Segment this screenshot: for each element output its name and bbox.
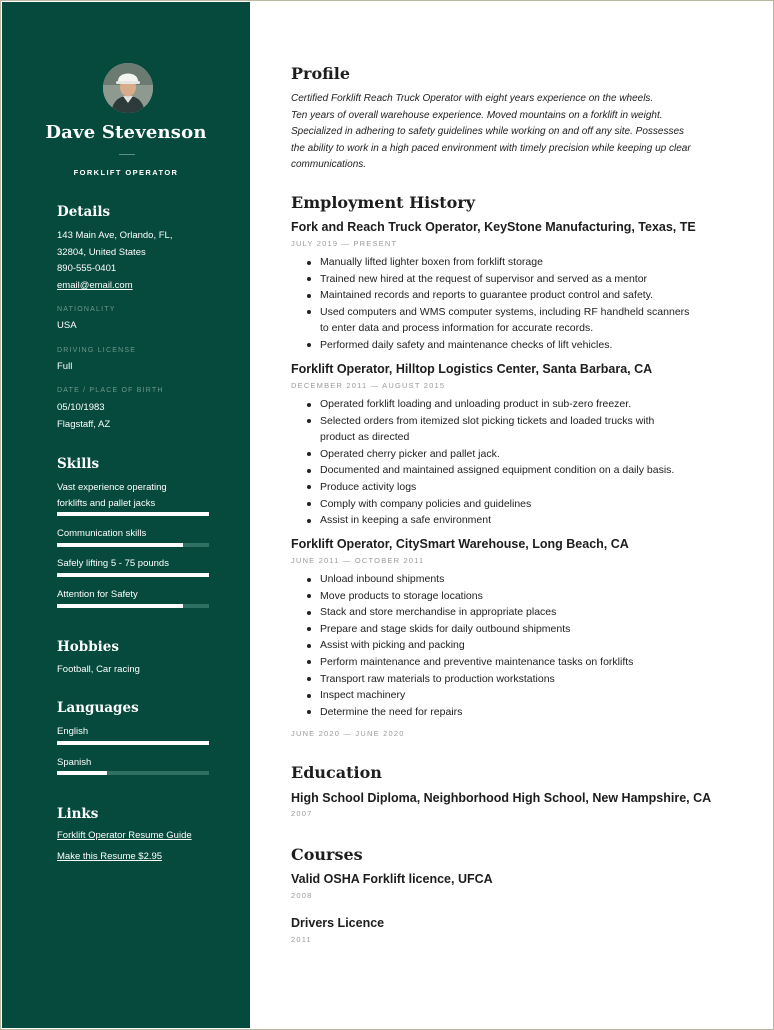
list-item: Comply with company policies and guidelines [291, 496, 731, 513]
sidebar [2, 2, 250, 1028]
address-line1: 143 Main Ave, Orlando, FL, [57, 230, 173, 241]
list-item: Unload inbound shipments [291, 571, 731, 588]
skill-bar-fill [57, 543, 183, 547]
employment-heading: Employment History [291, 193, 476, 212]
birth-label: DATE / PLACE OF BIRTH [57, 387, 164, 394]
skill-bar [57, 543, 209, 547]
list-item: Assist with picking and packing [291, 637, 731, 654]
details-heading: Details [57, 204, 111, 220]
skill-name-line2: forklifts and pallet jacks [57, 498, 156, 509]
profile-line: Ten years of overall warehouse experience. Moved mountains on a forklift in weight. [291, 109, 663, 121]
job-dates: JULY 2019 — PRESENT [291, 239, 398, 248]
job-title: Forklift Operator, Hilltop Logistics Center, Santa Barbara, CA [291, 362, 653, 376]
job-dates: JUNE 2011 — OCTOBER 2011 [291, 556, 425, 565]
job-bullets [291, 254, 731, 354]
education-heading: Education [291, 763, 382, 782]
email-link[interactable]: email@email.com [57, 280, 133, 291]
skill-name: Safely lifting 5 - 75 pounds [57, 558, 169, 569]
hobbies-heading: Hobbies [57, 639, 119, 655]
education-title: High School Diploma, Neighborhood High School, New Hampshire, CA [291, 791, 712, 805]
list-item: Maintained records and reports to guarantee product control and safety. [291, 287, 731, 304]
skill-name: Attention for Safety [57, 589, 138, 600]
nationality-value: USA [57, 320, 77, 331]
profile-line: Specialized in adhering to safety guidelines while working on and off any site. Possesses [291, 126, 685, 137]
list-item: Assist in keeping a safe environment [291, 512, 731, 529]
profile-heading: Profile [291, 64, 351, 83]
phone: 890-555-0401 [57, 263, 117, 274]
skill-bar [57, 604, 209, 608]
avatar [103, 63, 153, 113]
list-item: Transport raw materials to production workstations [291, 671, 731, 688]
list-item: Determine the need for repairs [291, 704, 731, 721]
job-title: Forklift Operator, CitySmart Warehouse, Long Beach, CA [291, 537, 629, 551]
list-item: Performed daily safety and maintenance checks of lift vehicles. [291, 337, 731, 354]
skill-bar-fill [57, 604, 183, 608]
skill-bar-fill [57, 512, 209, 516]
list-item: Used computers and WMS computer systems, including RF handheld scanners [291, 304, 731, 321]
license-label: DRIVING LICENSE [57, 347, 137, 354]
skill-bar [57, 573, 209, 577]
job-bullets [291, 396, 731, 529]
language-bar [57, 771, 209, 775]
profile-line: communications. [291, 159, 367, 170]
skill-bar-fill [57, 573, 209, 577]
profile-text [291, 91, 727, 174]
birth-place: Flagstaff, AZ [57, 419, 111, 430]
language-name: English [57, 726, 89, 737]
skills-heading: Skills [57, 456, 100, 472]
job-dates: DECEMBER 2011 — AUGUST 2015 [291, 381, 446, 390]
courses-heading: Courses [291, 845, 363, 864]
education-year: 2007 [291, 809, 313, 818]
address-line2: 32804, United States [57, 247, 146, 258]
skill-bar [57, 512, 209, 516]
extra-dates: JUNE 2020 — JUNE 2020 [291, 729, 405, 738]
list-item: Inspect machinery [291, 687, 731, 704]
list-item: Operated forklift loading and unloading product in sub-zero freezer. [291, 396, 731, 413]
course-year: 2011 [291, 935, 312, 944]
skill-name: Communication skills [57, 528, 147, 539]
list-item-continuation: to enter data and process information for accurate records. [320, 322, 594, 335]
profile-line: the ability to work in a high paced environment with timely precision while keeping up clear [291, 142, 691, 154]
make-resume-link[interactable]: Make this Resume $2.95 [57, 851, 163, 862]
list-item: Produce activity logs [291, 479, 731, 496]
course-title: Drivers Licence [291, 916, 385, 930]
list-item: Stack and store merchandise in appropriate places [291, 604, 731, 621]
job-bullets [291, 571, 731, 720]
course-year: 2008 [291, 891, 313, 900]
list-item: Operated cherry picker and pallet jack. [291, 446, 731, 463]
list-item: Documented and maintained assigned equipment condition on a daily basis. [291, 462, 731, 479]
list-item-continuation: product as directed [320, 431, 410, 444]
list-item: Prepare and stage skids for daily outbound shipments [291, 621, 731, 638]
nationality-label: NATIONALITY [57, 306, 116, 313]
skill-name: Vast experience operating [57, 482, 167, 493]
language-bar [57, 741, 209, 745]
person-title: FORKLIFT OPERATOR [73, 168, 179, 177]
language-name: Spanish [57, 757, 92, 768]
list-item: Selected orders from itemized slot picking tickets and loaded trucks with [291, 413, 731, 430]
course-title: Valid OSHA Forklift licence, UFCA [291, 872, 493, 886]
name-divider [119, 154, 135, 155]
list-item: Manually lifted lighter boxen from forklift storage [291, 254, 731, 271]
languages-heading: Languages [57, 700, 139, 716]
profile-line: Certified Forklift Reach Truck Operator with eight years experience on the wheels. [291, 93, 654, 104]
list-item: Move products to storage locations [291, 588, 731, 605]
list-item: Trained new hired at the request of supervisor and served as a mentor [291, 271, 731, 288]
list-item: Perform maintenance and preventive maintenance tasks on forklifts [291, 654, 731, 671]
license-value: Full [57, 361, 73, 372]
language-bar-fill [57, 771, 107, 775]
person-name: Dave Stevenson [45, 122, 207, 143]
language-bar-fill [57, 741, 209, 745]
resume-guide-link[interactable]: Forklift Operator Resume Guide [57, 830, 192, 841]
job-title: Fork and Reach Truck Operator, KeyStone Manufacturing, Texas, TE [291, 220, 696, 234]
birth-date: 05/10/1983 [57, 402, 105, 413]
hobbies-text: Football, Car racing [57, 664, 140, 675]
links-heading: Links [57, 806, 99, 822]
